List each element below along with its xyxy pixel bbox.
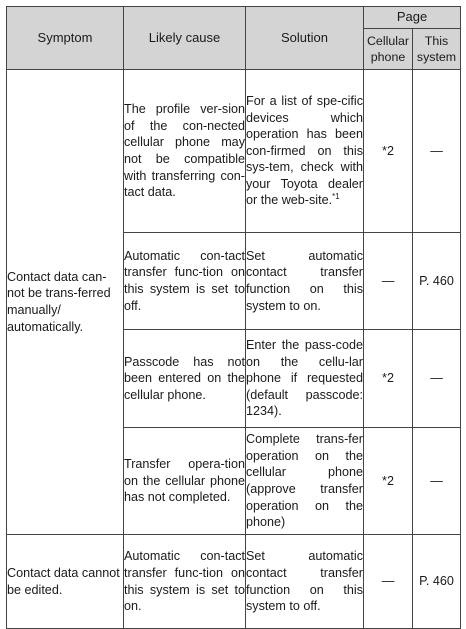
likely-cause-cell: Transfer opera-tion on the cellular phone has not completed.	[124, 428, 246, 535]
likely-cause-cell: Passcode has not been entered on the cellular phone.	[124, 330, 246, 428]
solution-text: For a list of spe-cific devices which operation has been con-firmed on this sys-tem, check with your Toyota dealer or the web-site.	[246, 93, 363, 208]
cellular-phone-page-cell: —	[364, 233, 413, 330]
header-this-system: This system	[413, 29, 461, 70]
header-page: Page	[364, 7, 461, 29]
likely-cause-cell: Automatic con-tact transfer func-tion on this system is set to off.	[124, 233, 246, 330]
footnote-marker: *1	[332, 192, 340, 202]
likely-cause-cell: Automatic con-tact transfer func-tion on this system is set to on.	[124, 535, 246, 629]
solution-cell: Enter the pass-code on the cellu-lar phone if requested (default passcode: 1234).	[246, 330, 364, 428]
this-system-page-cell: —	[413, 330, 461, 428]
table-row	[7, 70, 461, 233]
header-solution: Solution	[246, 7, 364, 70]
solution-cell: Set automatic contact transfer function on this system to off.	[246, 535, 364, 629]
header-cellular-phone: Cellular phone	[364, 29, 413, 70]
this-system-page-cell: P. 460	[413, 233, 461, 330]
table-row	[7, 535, 461, 629]
this-system-page-cell: P. 460	[413, 535, 461, 629]
solution-cell: Complete trans-fer operation on the cellular phone (approve transfer operation on the phone)	[246, 428, 364, 535]
troubleshooting-table	[6, 6, 461, 629]
cellular-phone-page-cell: —	[364, 535, 413, 629]
solution-cell: Set automatic contact transfer function on this system to on.	[246, 233, 364, 330]
cellular-phone-page-cell: *2	[364, 70, 413, 233]
symptom-cell: Contact data cannot be edited.	[7, 535, 124, 629]
this-system-page-cell: —	[413, 428, 461, 535]
likely-cause-cell: The profile ver-sion of the con-nected cellular phone may not be compatible with transferring con-tact data.	[124, 70, 246, 233]
header-likely-cause: Likely cause	[124, 7, 246, 70]
symptom-cell: Contact data can-not be trans-ferred manually/ automatically.	[7, 70, 124, 535]
solution-cell	[246, 70, 364, 233]
cellular-phone-page-cell: *2	[364, 428, 413, 535]
this-system-page-cell: —	[413, 70, 461, 233]
header-symptom: Symptom	[7, 7, 124, 70]
cellular-phone-page-cell: *2	[364, 330, 413, 428]
